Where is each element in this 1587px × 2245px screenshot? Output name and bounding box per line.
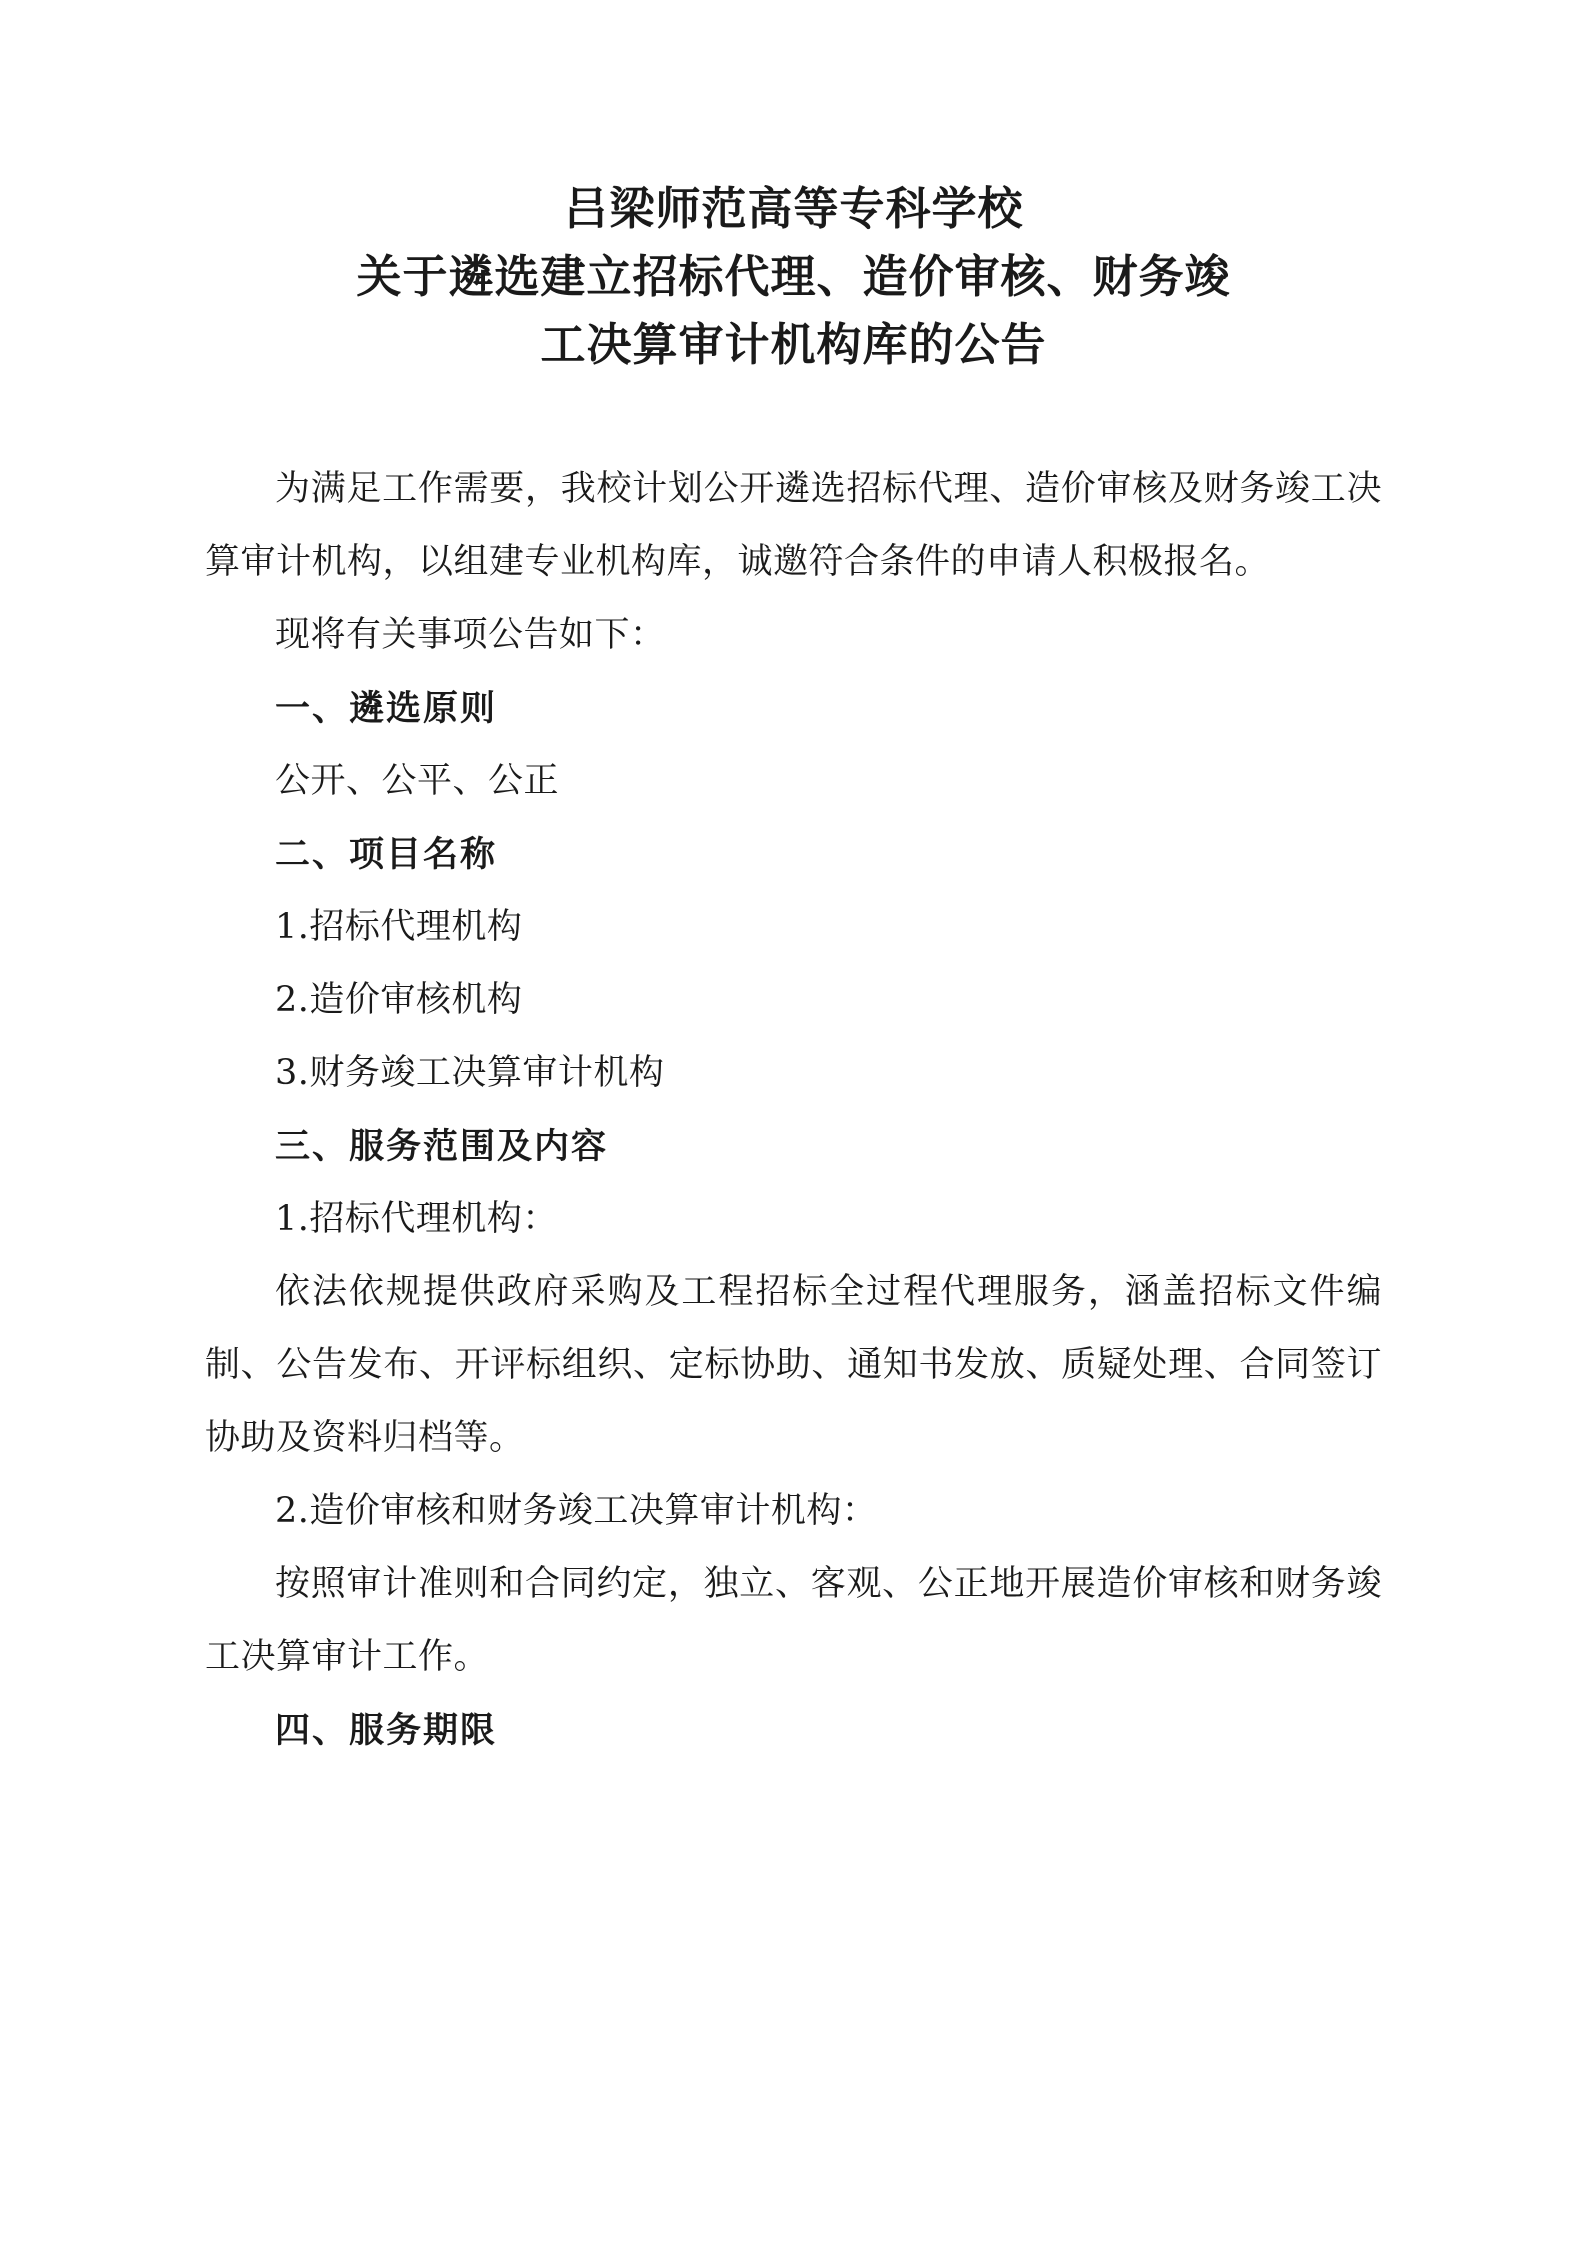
heading-section-3: 三、服务范围及内容: [275, 1126, 609, 1167]
title-line-2: 关于遴选建立招标代理、造价审核、财务竣: [356, 250, 1231, 303]
list-item-project-1: 1.招标代理机构: [275, 907, 523, 947]
paragraph-service-2-body: 按照审计准则和合同约定，独立、客观、公正地开展造价审核和财务竣工决算审计工作。: [205, 1564, 1382, 1677]
paragraph-service-1-body: 依法依规提供政府采购及工程招标全过程代理服务，涵盖招标文件编制、公告发布、开评标组织、定标协助、通知书发放、质疑处理、合同签订协助及资料归档等。: [205, 1272, 1382, 1458]
paragraph-intro: 为满足工作需要，我校计划公开遴选招标代理、造价审核及财务竣工决算审计机构，以组建专业机构库，诚邀符合条件的申请人积极报名。: [205, 469, 1382, 582]
heading-section-4: 四、服务期限: [275, 1710, 498, 1751]
document-body: [205, 453, 1382, 1767]
list-item-project-2: 2.造价审核机构: [275, 980, 523, 1020]
title-line-3: 工决算审计机构库的公告: [540, 318, 1047, 371]
heading-section-2: 二、项目名称: [275, 834, 498, 875]
list-item-project-3: 3.财务竣工决算审计机构: [275, 1053, 665, 1093]
paragraph-notice-lead: 现将有关事项公告如下：: [275, 615, 666, 655]
title-line-1: 吕梁师范高等专科学校: [563, 182, 1024, 235]
page-title: [205, 150, 1382, 379]
subheading-service-2: 2.造价审核和财务竣工决算审计机构：: [275, 1491, 878, 1531]
paragraph-section-1-body: 公开、公平、公正: [275, 761, 560, 801]
subheading-service-1: 1.招标代理机构：: [275, 1199, 558, 1239]
heading-section-1: 一、遴选原则: [275, 688, 498, 729]
